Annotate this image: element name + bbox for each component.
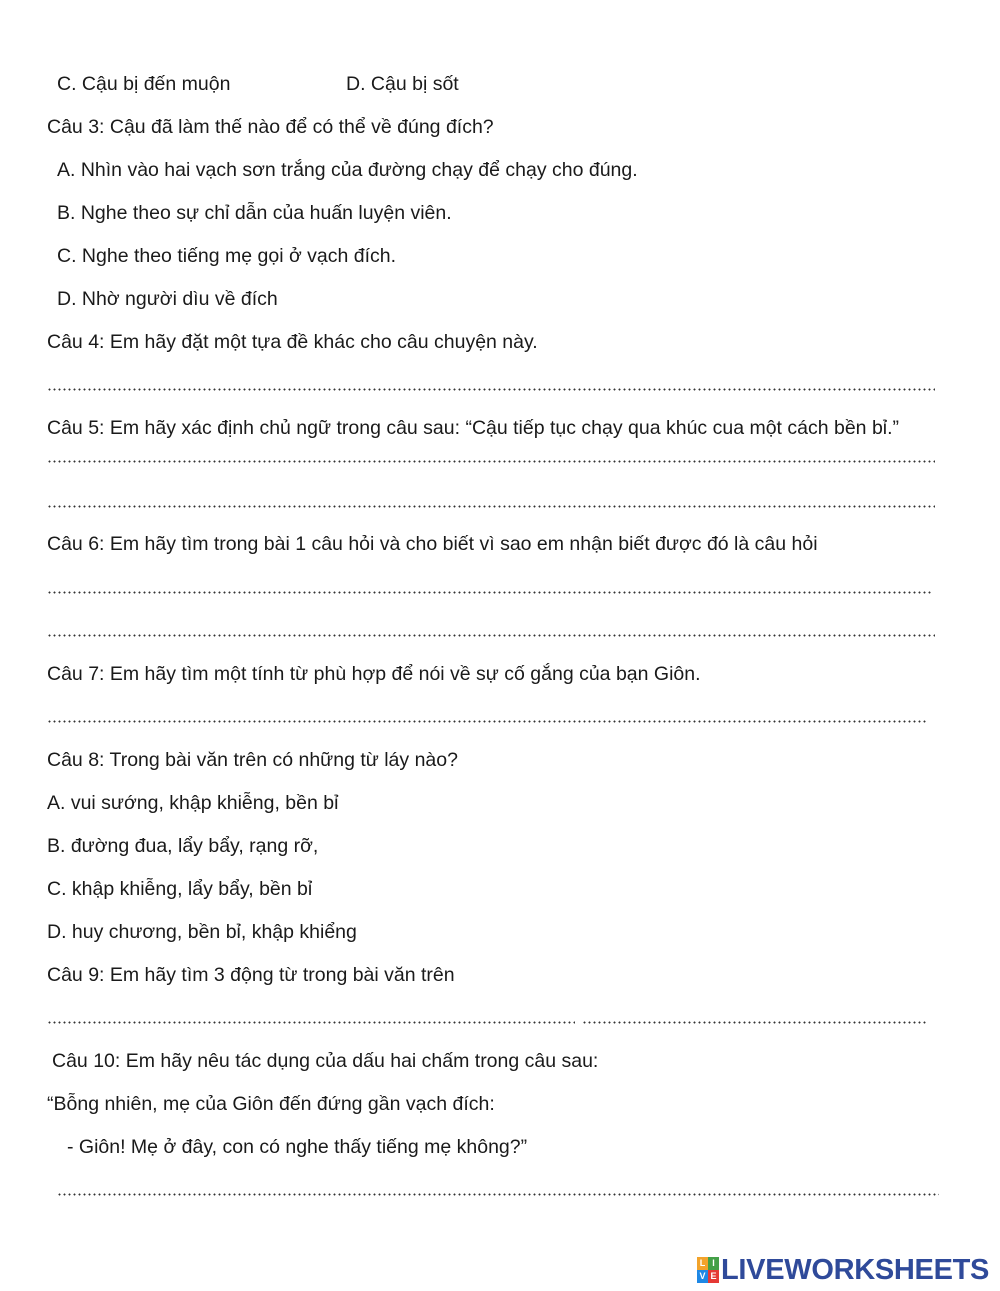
- q3-option-a: A. Nhìn vào hai vạch sơn trắng của đường chạy để chạy cho đúng.: [57, 159, 638, 181]
- logo-tile-v: V: [697, 1270, 708, 1283]
- q3-option-d: D. Nhờ người dìu về đích: [57, 288, 278, 310]
- q4-answer-line[interactable]: [47, 388, 935, 391]
- q3-option-b: B. Nghe theo sự chỉ dẫn của huấn luyện viên.: [57, 202, 452, 224]
- liveworksheets-logo: [697, 1254, 989, 1286]
- q10-quote-line-2: - Giôn! Mẹ ở đây, con có nghe thấy tiếng mẹ không?”: [67, 1136, 528, 1158]
- q8-question: Câu 8: Trong bài văn trên có những từ láy nào?: [47, 749, 458, 771]
- q2-option-d: D. Cậu bị sốt: [346, 73, 459, 95]
- q5-answer-line-2[interactable]: [47, 505, 935, 508]
- q8-option-c: C. khập khiễng, lẩy bẩy, bền bỉ: [47, 878, 313, 900]
- q3-option-c: C. Nghe theo tiếng mẹ gọi ở vạch đích.: [57, 245, 397, 267]
- q7-answer-line[interactable]: [47, 720, 927, 723]
- q6-question: Câu 6: Em hãy tìm trong bài 1 câu hỏi và cho biết vì sao em nhận biết được đó là câu hỏi: [47, 533, 818, 555]
- q10-quote-line-1: “Bỗng nhiên, mẹ của Giôn đến đứng gần vạch đích:: [47, 1093, 495, 1115]
- q6-answer-line-1[interactable]: [47, 591, 932, 594]
- q6-answer-line-2[interactable]: [47, 634, 935, 637]
- logo-tile-i: I: [708, 1257, 719, 1270]
- q10-question: Câu 10: Em hãy nêu tác dụng của dấu hai chấm trong câu sau:: [52, 1050, 599, 1072]
- q8-option-a: A. vui sướng, khập khiễng, bền bỉ: [47, 792, 339, 814]
- q4-question: Câu 4: Em hãy đặt một tựa đề khác cho câu chuyện này.: [47, 331, 538, 353]
- q7-question: Câu 7: Em hãy tìm một tính từ phù hợp để nói về sự cố gắng của bạn Giôn.: [47, 663, 701, 685]
- q5-question: Câu 5: Em hãy xác định chủ ngữ trong câu sau: “Cậu tiếp tục chạy qua khúc cua một cách bền bỉ.”: [47, 417, 900, 439]
- q9-answer-line-2[interactable]: [582, 1021, 927, 1024]
- liveworksheets-logo-icon: [697, 1257, 719, 1283]
- q2-option-c: C. Cậu bị đến muộn: [57, 73, 231, 95]
- q8-option-d: D. huy chương, bền bỉ, khập khiểng: [47, 921, 357, 943]
- q10-answer-line[interactable]: [57, 1193, 939, 1196]
- logo-tile-e: E: [708, 1270, 719, 1283]
- q9-answer-line-1[interactable]: [47, 1021, 575, 1024]
- q5-answer-line-1[interactable]: [47, 460, 935, 463]
- logo-tile-l: L: [697, 1257, 708, 1270]
- q3-question: Câu 3: Cậu đã làm thế nào để có thể về đúng đích?: [47, 116, 494, 138]
- liveworksheets-wordmark: LIVEWORKSHEETS: [721, 1253, 990, 1286]
- q8-option-b: B. đường đua, lẩy bẩy, rạng rỡ,: [47, 835, 319, 857]
- q9-question: Câu 9: Em hãy tìm 3 động từ trong bài văn trên: [47, 964, 455, 986]
